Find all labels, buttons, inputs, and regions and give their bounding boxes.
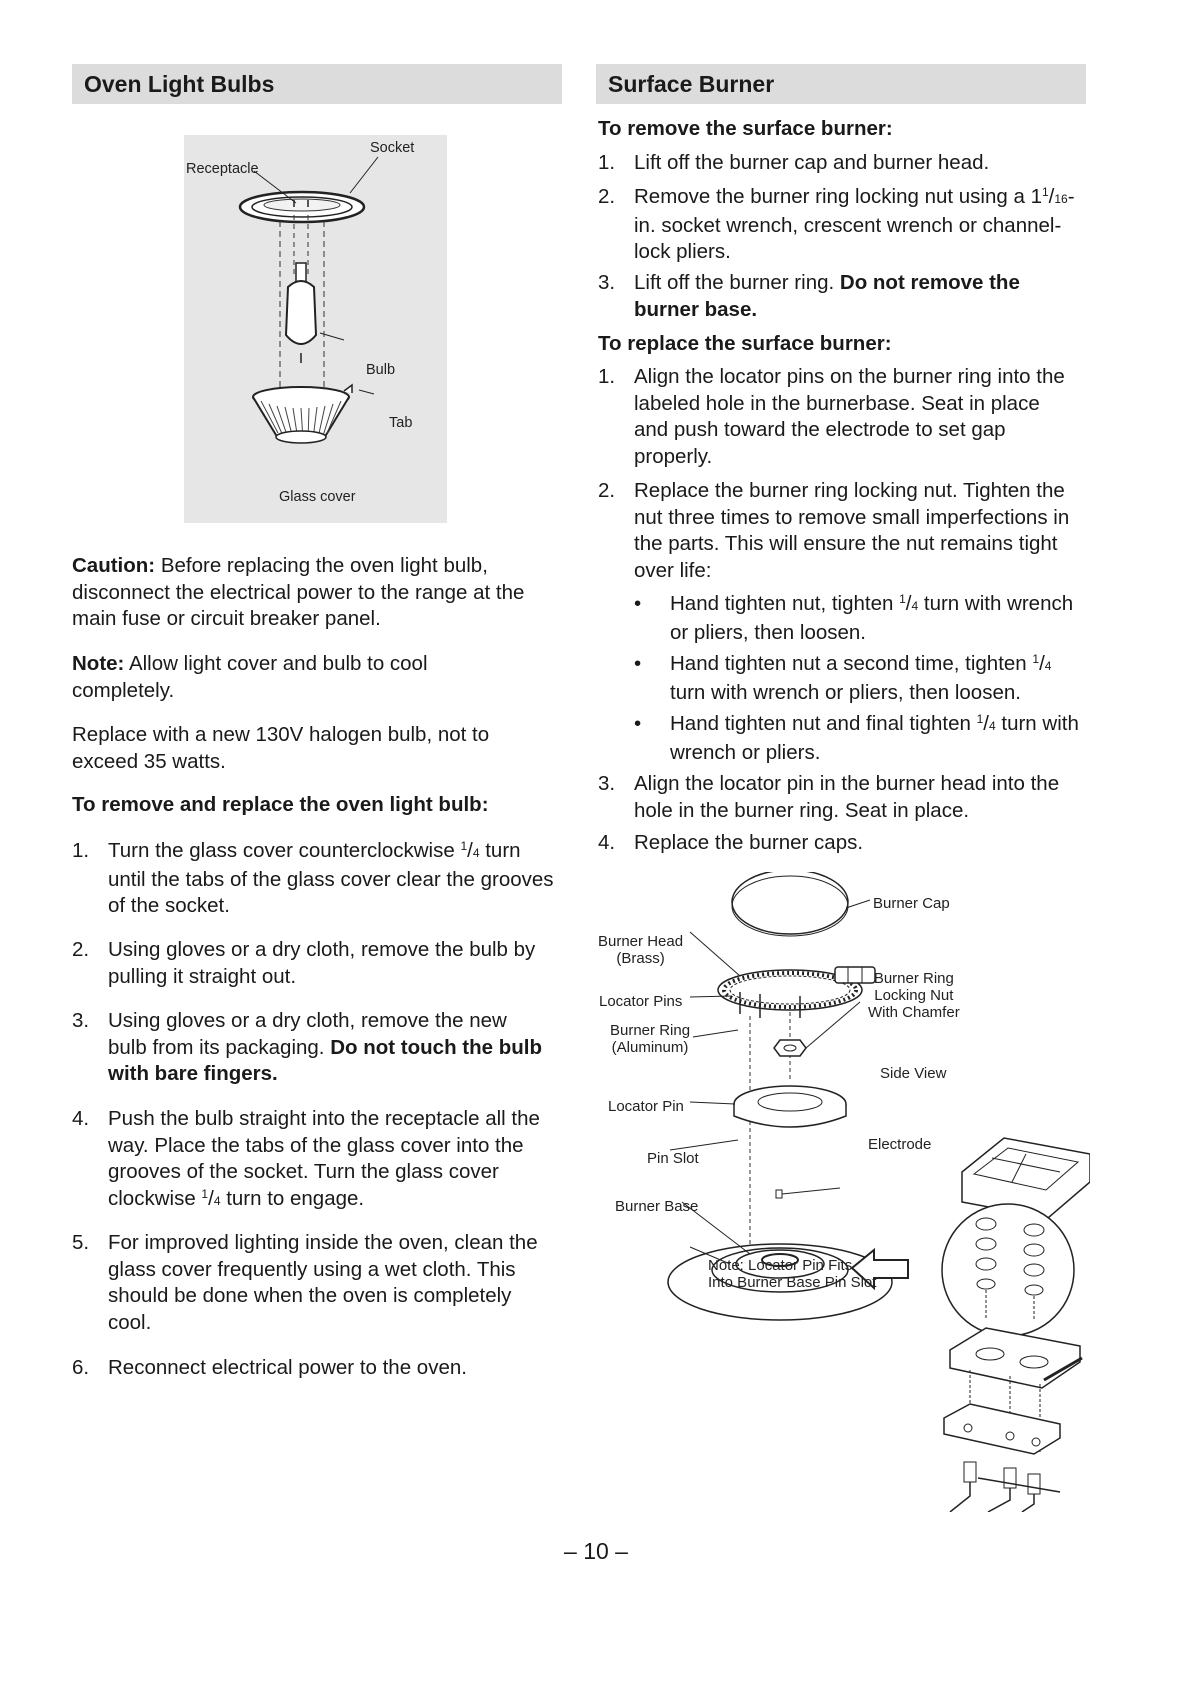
tab-label: Tab: [389, 415, 413, 431]
pin-slot-label: Pin Slot: [647, 1150, 699, 1167]
glass-cover-label: Glass cover: [279, 489, 356, 505]
burner-assembly-drawing: [590, 872, 1090, 1512]
page-number: – 10 –: [564, 1538, 628, 1564]
locking-nut-label: Burner Ring Locking Nut With Chamfer: [868, 970, 960, 1021]
burner-ring-label: Burner Ring (Aluminum): [610, 1022, 691, 1056]
burner-cap-label: Burner Cap: [873, 895, 950, 912]
replace-burner-heading: To replace the surface burner:: [598, 332, 892, 355]
replace-bulb-paragraph: Replace with a new 130V halogen bulb, not to exceed 35 watts.: [72, 723, 490, 773]
burner-exploded-diagram: [590, 872, 1090, 1512]
locator-pin-note: Note: Locator Pin Fits Into Burner Base Pin Slot: [708, 1257, 877, 1291]
oven-light-heading: Oven Light Bulbs: [72, 64, 562, 104]
bulb-assembly-drawing: [184, 135, 447, 523]
burner-base-label: Burner Base: [615, 1198, 699, 1215]
remove-burner-heading: To remove the surface burner:: [598, 117, 893, 140]
bulb-label: Bulb: [366, 362, 396, 378]
side-view-label: Side View: [880, 1065, 947, 1082]
locator-pins-label: Locator Pins: [599, 993, 683, 1010]
caution-paragraph: Caution: Before replacing the oven light bulb, disconnect the electrical power to the range at the main fuse or circuit breaker panel.: [72, 554, 525, 630]
oven-bulb-diagram: [184, 135, 447, 523]
electrode-label: Electrode: [868, 1136, 932, 1153]
surface-burner-heading: Surface Burner: [596, 64, 1086, 104]
oven-steps-heading: To remove and replace the oven light bulb:: [72, 793, 489, 816]
burner-head-label: Burner Head (Brass): [598, 933, 684, 967]
socket-label: Socket: [370, 140, 415, 156]
note-paragraph: Note: Allow light cover and bulb to cool completely.: [72, 652, 428, 702]
receptacle-label: Receptacle: [186, 161, 259, 177]
locator-pin-label: Locator Pin: [608, 1098, 684, 1115]
